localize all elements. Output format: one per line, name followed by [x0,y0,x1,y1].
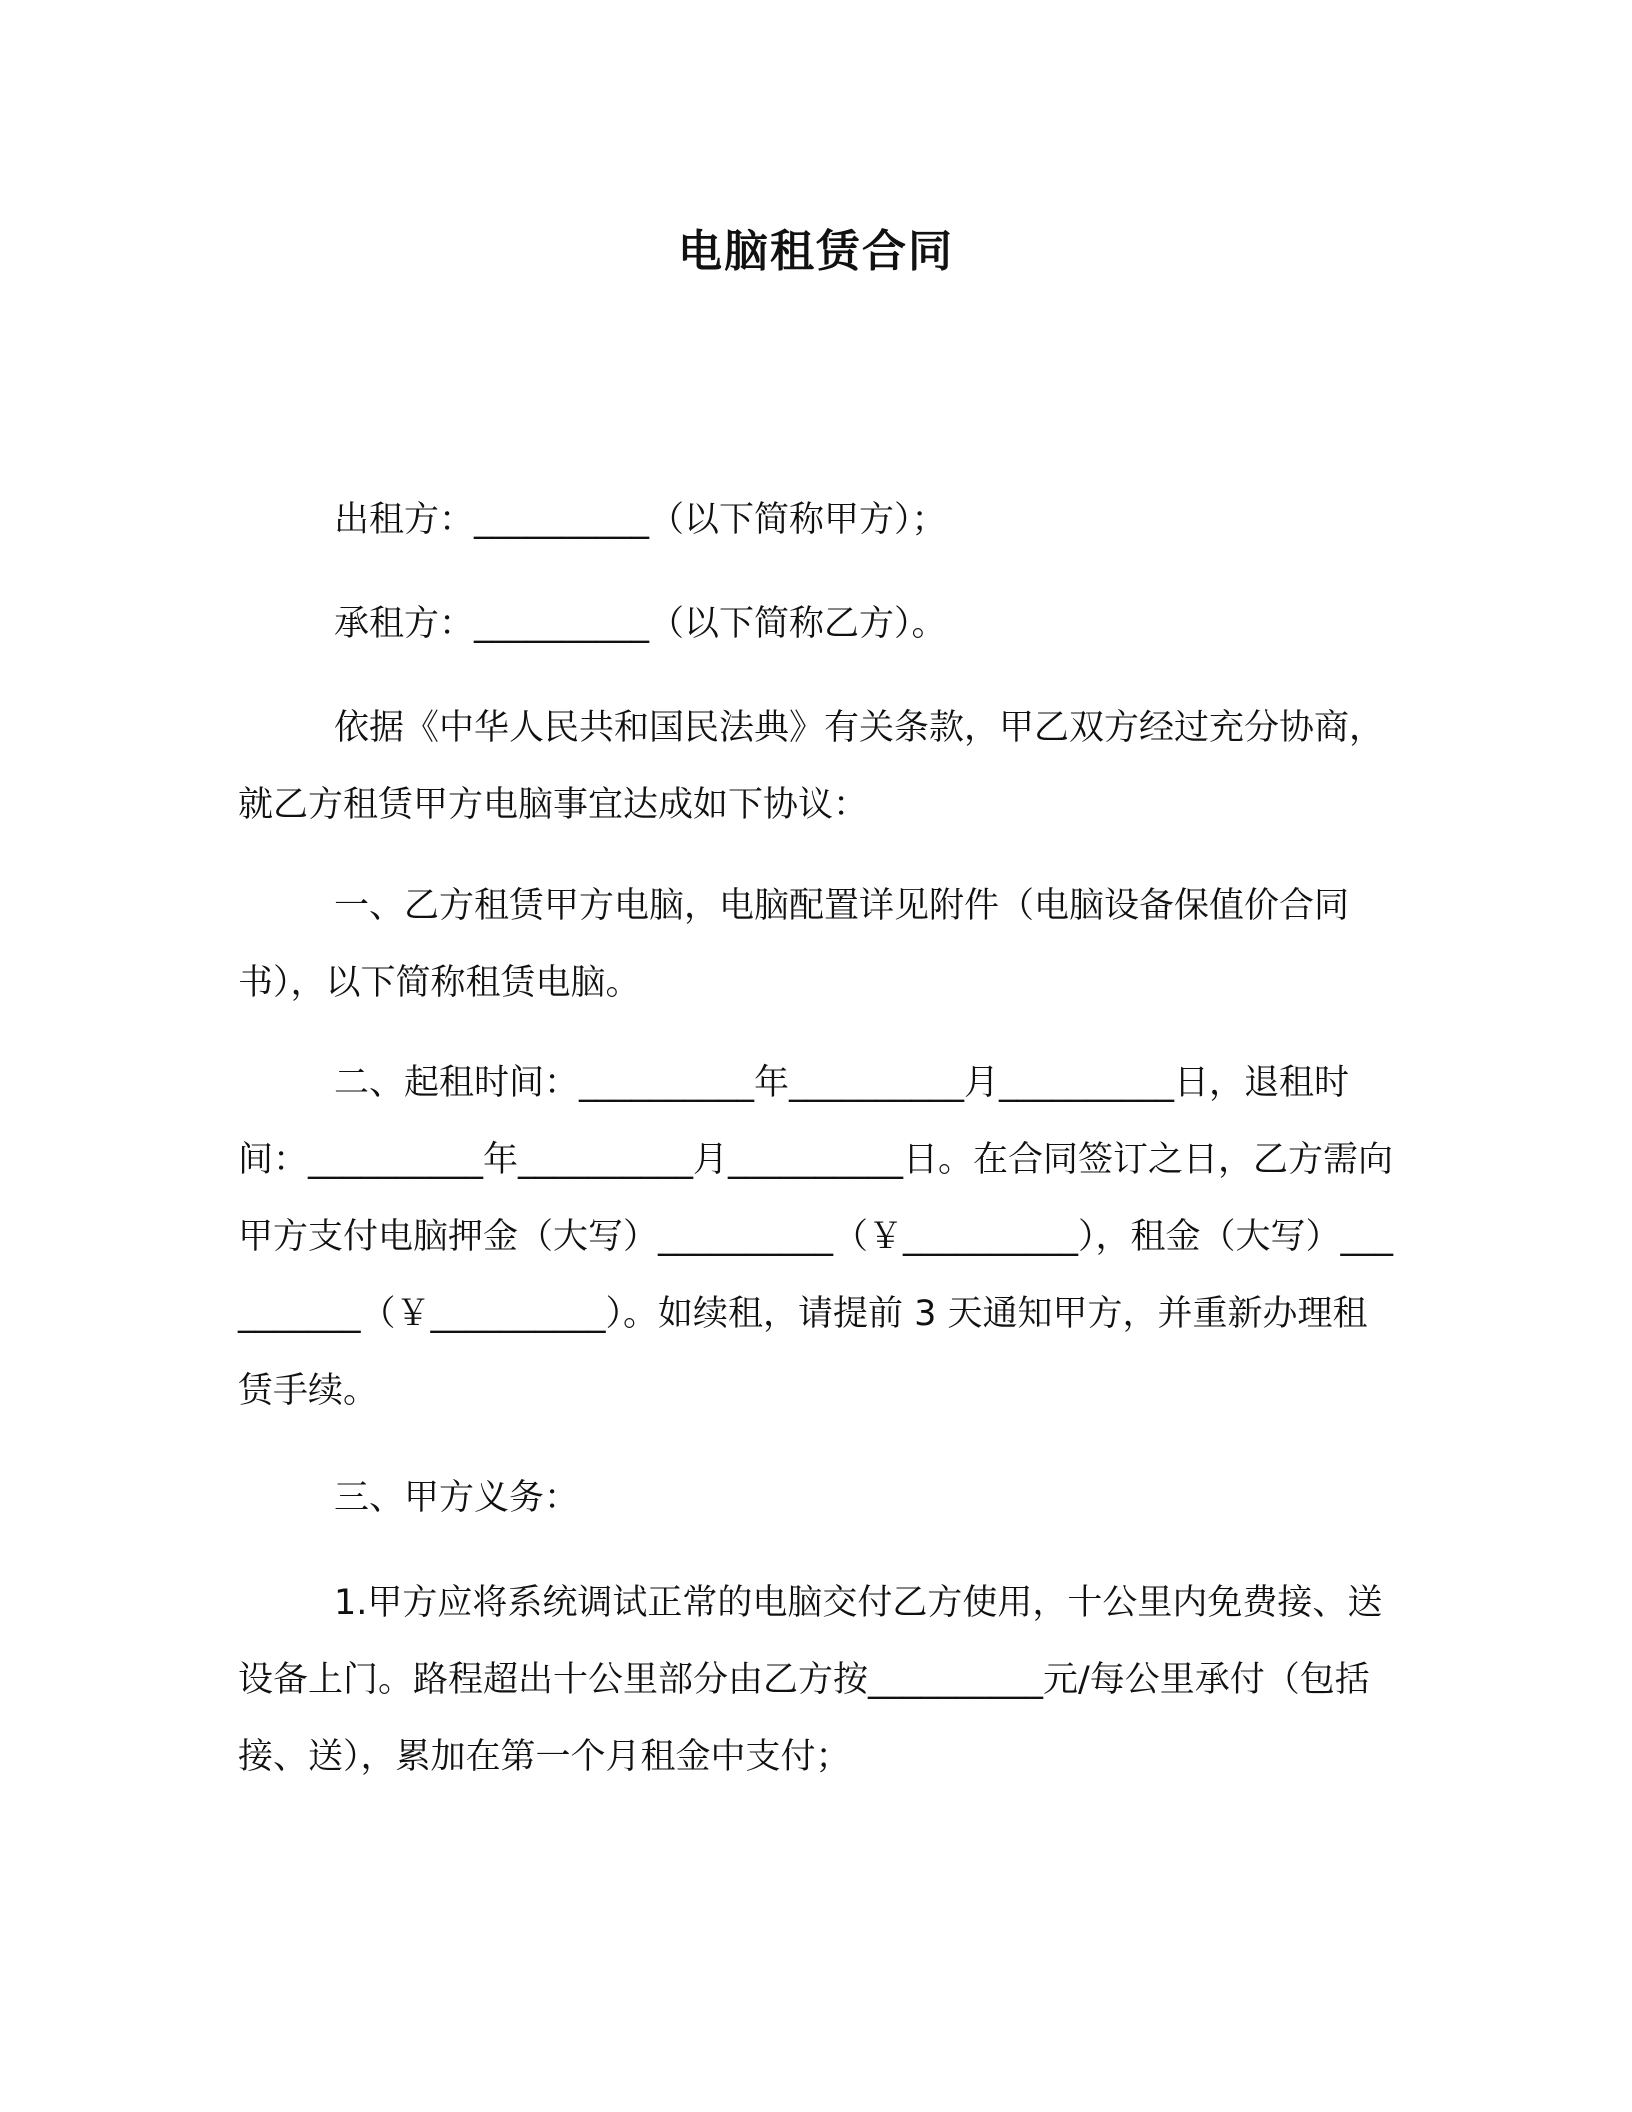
clause-one: 一、乙方租赁甲方电脑，电脑配置详见附件（电脑设备保值价合同书），以下简称租赁电脑。 [238,886,1350,1003]
document-title: 电脑租赁合同 [678,226,954,277]
clause-three-heading: 三、甲方义务： [334,1478,580,1518]
lessor-line: 出租方：__________（以下简称甲方）； [334,500,947,540]
preamble-paragraph: 依据《中华人民共和国民法典》有关条款，甲乙双方经过充分协商，就乙方租赁甲方电脑事宜达成如下协议： [238,708,1385,825]
clause-three-item-1: 1.甲方应将系统调试正常的电脑交付乙方使用，十公里内免费接、送设备上门。路程超出十公里部分由乙方按__________元/每公里承付（包括接、送），累加在第一个月租金中支付； [238,1583,1383,1777]
lessee-line: 承租方：__________（以下简称乙方）。 [334,604,947,644]
clause-two: 二、起租时间：__________年__________月__________日，退租时间：__________年__________月__________日。在合同签订之日，乙方需向甲方支付电脑押金（大写）__________（￥__________），租金（大写）__________（￥__________）。如续租，请提前 3 天通知甲方，并重新办理租赁手续。 [238,1063,1394,1411]
